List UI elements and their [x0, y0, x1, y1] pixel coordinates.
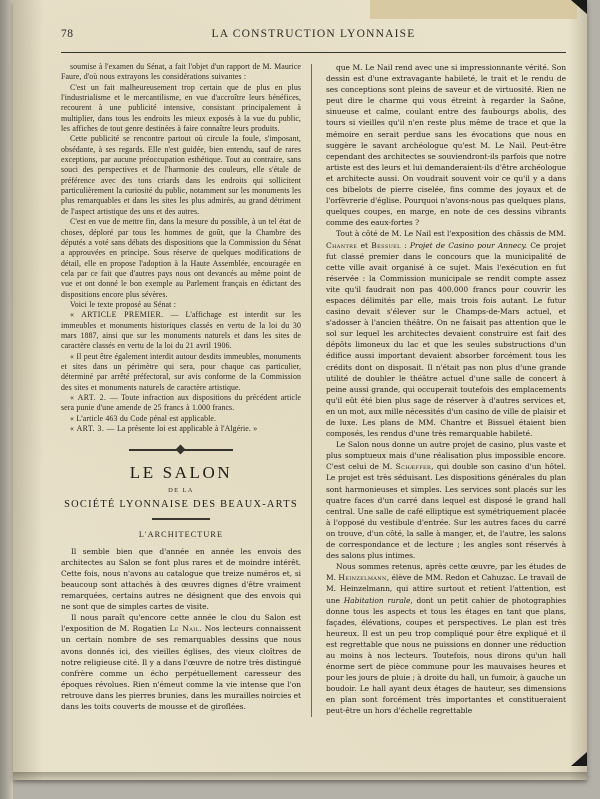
- paragraph-part: Nous sommes retenus, après cette œuvre, par les études de M.: [326, 562, 566, 583]
- running-head: [61, 28, 566, 50]
- law-article-text: « L'article 463 du Code pénal est applicable.: [70, 413, 217, 423]
- paragraph-part: . Nos lecteurs connaissent un certain nombre de ses remarquables dessins que nous avons donnés ici, des vieilles églises, des vieux cloîtres de notre religieuse cité. Il y a dans l'œuvre de notre très distingué confrère comme un écho perpétuellement caresseur des époques révolues. Rien n'émeut comme la vie intense que l'on retrouve dans les pierres brunies, dans les murailles noircies et dans les toits couverts de mousse et de giroflées.: [61, 624, 301, 711]
- paper-stain-top: [370, 0, 577, 19]
- person-name: Bessuel: [371, 240, 401, 250]
- law-article-text: « Il peut être également interdit autour desdits immeubles, monuments et sites dans un périmètre qui sera, pour chaque cas particulier, déterminé par arrêté préfectoral, sur avis conforme de la Commission des sites et monuments naturels de caractère artistique.: [61, 351, 301, 392]
- law-article-label: « ARTICLE PREMIER.: [70, 310, 164, 320]
- page-sheet: [13, 0, 587, 780]
- corner-mark-bottom-right-icon: [571, 752, 587, 766]
- paragraph: Voici le texte proposé au Sénat :: [70, 299, 176, 309]
- article-title-main: LE SALON: [129, 463, 233, 483]
- work-title: Projet de Casino pour Annecy.: [409, 240, 527, 250]
- law-article-text: — La présente loi est applicable à l'Algérie. »: [104, 424, 258, 434]
- person-name: Chantre: [326, 240, 358, 250]
- person-name: Le Nail: [169, 624, 200, 634]
- paragraph: C'est en vue de mettre fin, dans la mesure du possible, à un tel état de choses, déploré par tous les hommes de goût, que la Chambre des députés a voté sans débats des dispositions que la Commission du Sénat a approuvées en principe. Sous réserve de quelques modifications de détail, elle en propose l'adoption à la Haute Assemblée, encouragée en cela par ce fait que d'autres pays nous ont devancés au même point de vue et ont donné le bon exemple au Parlement français en édictant des dispositions encore plus sévères.: [61, 217, 301, 299]
- paragraph: soumise à l'examen du Sénat, a fait l'objet d'un rapport de M. Maurice Faure, d'où nous extrayons les considérations suivantes :: [61, 62, 301, 82]
- paragraph: [326, 561, 566, 716]
- paragraph-part: Il nous paraît qu'encore cette année le clou du Salon est l'exposition de M. Rogatien: [61, 613, 301, 634]
- article-subhead: L'ARCHITECTURE: [138, 529, 224, 539]
- corner-mark-top-right-icon: [571, 0, 587, 14]
- article-title-rule: [152, 518, 210, 519]
- page-bottom-shadow: [13, 772, 587, 784]
- two-column-layout: [61, 62, 566, 717]
- paragraph-part: , qui double son casino d'un hôtel. Le projet est très séduisant. Les dispositions générales du plan sont harmonieuses et simples. Les services sont placés sur les quatre faces d'un carré dans lequel est disposé le grand hall central. Une salle de café elliptique est symétriquement placée à l'opposé du vestibule d'entrée. Sur les autres faces du carré on trouve, d'un côté, la salle à manger, et, de l'autre, les salons de correspondance et de lecture ; les angles sont réservés à des salons plus intimes.: [326, 462, 566, 561]
- article-body-left: [61, 546, 301, 712]
- paragraph-part: et: [357, 240, 372, 250]
- law-article-text: — L'affichage est interdit sur les immeubles et monuments historiques classés en vertu de la loi du 30 mars 1887, ainsi que sur les monuments naturels et dans les sites de caractère classés en vertu de la loi du 21 avril 1906.: [61, 310, 301, 351]
- law-article-text: — Toute infraction aux dispositions du précédent article sera punie d'une amende de 25 francs à 1.000 francs.: [61, 393, 301, 413]
- ornament-diamond-icon: [176, 445, 186, 455]
- paragraph: que M. Le Nail rend avec une si impressionnante vérité. Son dessin est d'une extravagante habileté, le trait et le rendu de ses conceptions sont pleins de saveur et de virtuosité. Rien ne peut dire le charme qui vous étreint à regarder la Saône, sinueuse et calme, coulant entre des faubourgs abolis, des tours si vieilles qu'il n'en reste plus même de trace et que la mémoire en serait perdue sans les évocations que nous en suggère le savant archéologue qu'est M. Le Nail. Peut-être cependant des architectes se souviendront-ils parfois que notre artiste est des leurs et lui demanderaient-ils d'être archéologue et architecte aussi. On voudrait souvent voir ce qu'il y a dans ces bibelots de pierre ciselée, fins comme des joyaux et de l'orfèvrerie d'église. Pourquoi n'avons-nous pas quelques plans, quelques coupes, en marge, en note de ces dessins vibrants comme des eaux-fortes ?: [326, 63, 566, 228]
- right-column: [312, 62, 566, 717]
- law-article: [61, 310, 301, 351]
- article-body-right: [326, 62, 566, 717]
- paragraph: Cette publicité se rencontre partout où circule la foule, s'imposant, obsédante, à ses regards. Elle n'est guidée, bien entendu, sauf de rares exceptions, par aucune préoccupation esthétique. Tout au contraire, sans souci des perspectives et de l'harmonie des couleurs, elle s'étale de préférence avec des tons criards dans les endroits qui sollicitent particulièrement la curiosité du public, notamment sur les monuments les plus remarquables et dans les sites les plus admirés, au grand détriment de l'aspect artistique des uns et des autres.: [61, 134, 301, 216]
- paragraph: C'est un fait malheureusement trop certain que de plus en plus l'industrialisme et le mercantilisme, en vue d'accroître leurs bénéfices, recourent à une publicité intensive, consistant principalement à multiplier, dans tous les endroits les mieux exposés à la vue du public, les affiches de tout genre destinées à faire connaître leurs produits.: [61, 82, 301, 134]
- page-outer-edge-shade: [569, 0, 587, 780]
- law-article-label: « ART. 2.: [70, 393, 107, 402]
- binding-gutter-shadow: [0, 0, 13, 799]
- article-title-connector: DE LA: [168, 487, 194, 495]
- person-name: Schæffer: [395, 462, 432, 472]
- paragraph: Il semble bien que d'année en année les envois des architectes au Salon se font plus rares et de moindre intérêt. Cette fois, nous n'avons au catalogue que treize numéros et, si beaucoup sont attachés à des œuvres dignes d'être vraiment remarquées, certains autres ne désignent que des envois qui ne sont que de simples cartes de visite.: [61, 546, 301, 612]
- header-rule: [61, 52, 566, 53]
- page-inner-edge-shade: [13, 0, 43, 780]
- left-column: [61, 62, 311, 717]
- paragraph: [326, 439, 566, 561]
- work-title: Habitation rurale: [343, 595, 411, 605]
- article-title-block: [61, 463, 301, 510]
- article-title-society: SOCIÉTÉ LYONNAISE DES BEAUX-ARTS: [64, 499, 298, 511]
- law-article: [61, 414, 301, 424]
- paragraph-part: :: [400, 240, 410, 250]
- law-article: [61, 393, 301, 414]
- paragraph-part: Le Salon nous donne un autre projet de casino, plus vaste et plus somptueux mais d'une réalisation plus impossible encore. C'est celui de M.: [326, 440, 566, 472]
- law-article-label: « ART. 3.: [70, 424, 105, 434]
- law-article: [61, 424, 301, 434]
- paragraph-part: Tout à côté de M. Le Nail est l'exposition des châssis de MM.: [336, 229, 566, 239]
- paragraph-part: , dont un petit cahier de photographies donne tous les aspects et tous les étages en tant que plans, façades, élévations, coupes et perspectives. Le plan est très heureux. Il est un peu trop compliqué pour être expliqué et il est regrettable que nous ne puissions en donner une réduction au moins à nos lecteurs. Toutefois, nous dirons qu'un hall énorme sert de pièce commune pour les mauvaises heures et pour les jours de pluie ; à droite du hall, un fumoir, à gauche un boudoir. Le hall ayant deux étages de hauteur, ses dimensions en plan sont forcément très importantes et constitueraient peut-être un hors d'échelle regrettable: [326, 595, 566, 716]
- law-report-text: [61, 62, 301, 434]
- law-article: [61, 352, 301, 393]
- paragraph-part: Ce projet fut classé premier dans le concours que la municipalité de cette ville avait organisé à ce sujet. Mais l'exécution en fut réservée : la Commission municipale se rendit compte assez vite qu'il faudrait non pas 400.000 francs pour couvrir les espaces délimités par elle, mais trois fois autant. Le futur casino devait s'élever sur le Champs-de-Mars actuel, et s'adosser à l'ancien théâtre. On ne faisait pas attention que le sol sur lequel les architectes devaient construire est fait des dépôts limoneux du lac et que les seules substructions d'un édifice aussi important devaient absorber forcément tous les crédits dont on disposait. Il n'était pas non plus d'une grande utilité de doubler le théâtre actuel d'une salle de concert à peine aussi grande, qui occuperait toutefois des emplacements qu'il eût été bien plus sage de réserver à d'autres services et, en un mot, aux mille nécessités d'un casino de ville de plaisir et de luxe. Les plans de MM. Chantre et Bissuel étaient bien composés, les rendus d'une très remarquable habileté.: [326, 240, 566, 439]
- running-title: LA CONSTRUCTION LYONNAISE: [211, 28, 416, 40]
- paragraph: [61, 612, 301, 712]
- page-number: 78: [61, 28, 74, 40]
- person-name: Heinzelmann: [338, 573, 387, 583]
- page-content: [61, 28, 566, 717]
- paragraph: [326, 228, 566, 439]
- paragraph-part: , élève de MM. Redon et Cahuzac. Le travail de M. Heinzelmann, qui attire surtout et retient l'attention, est une: [326, 573, 566, 605]
- section-ornament-divider: [129, 445, 233, 454]
